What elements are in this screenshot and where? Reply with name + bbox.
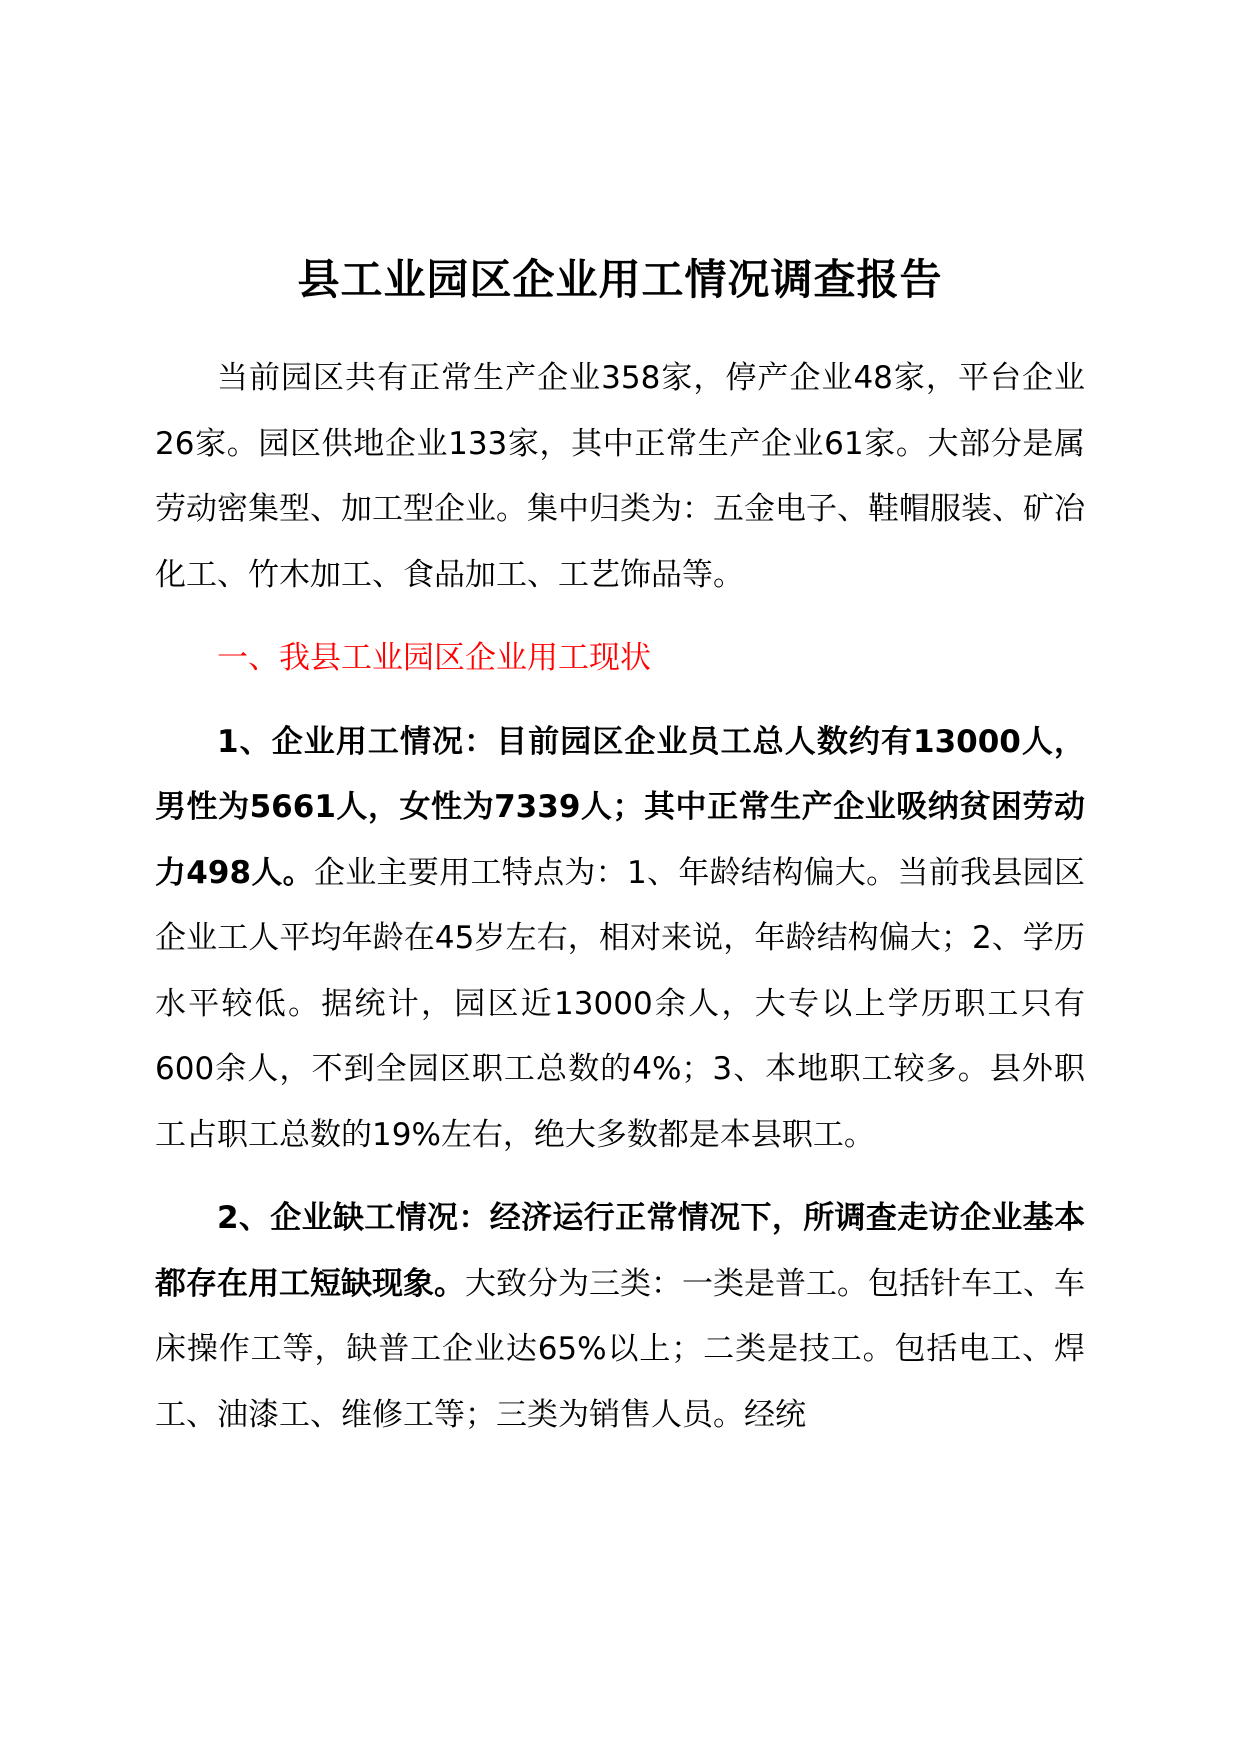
item-2-text: 大致分为三类：一类是普工。包括针车工、车床操作工等，缺普工企业达65%以上；二类是技工。包括电工、焊工、油漆工、维修工等；三类为销售人员。经统 (155, 1265, 1085, 1433)
item-1-bold-lead: 1、企业用工情况：目前园区企业员工总人数约有13000人，男性为5661人，女性为7339人；其中正常生产企业吸纳贫困劳动力498人。 (155, 723, 1085, 891)
document-title: 县工业园区企业用工情况调查报告 (297, 255, 943, 304)
document-body (155, 346, 1085, 1448)
item-1-paragraph (155, 710, 1085, 1169)
item-2-bold-lead: 2、企业缺工情况：经济运行正常情况下，所调查走访企业基本都存在用工短缺现象。 (155, 1200, 1085, 1302)
section-heading: 一、我县工业园区企业用工现状 (217, 640, 651, 676)
item-2-paragraph (155, 1186, 1085, 1448)
item-1-text: 企业主要用工特点为：1、年龄结构偏大。当前我县园区企业工人平均年龄在45岁左右，相对来说，年龄结构偏大；2、学历水平较低。据统计，园区近13000余人，大专以上学历职工只有600余人，不到全园区职工总数的4%；3、本地职工较多。县外职工占职工总数的19%左右，绝大多数都是本县职工。 (155, 854, 1085, 1153)
intro-paragraph: 当前园区共有正常生产企业358家，停产企业48家，平台企业26家。园区供地企业133家，其中正常生产企业61家。大部分是属劳动密集型、加工型企业。集中归类为：五金电子、鞋帽服装、矿冶化工、竹木加工、食品加工、工艺饰品等。 (155, 360, 1085, 593)
